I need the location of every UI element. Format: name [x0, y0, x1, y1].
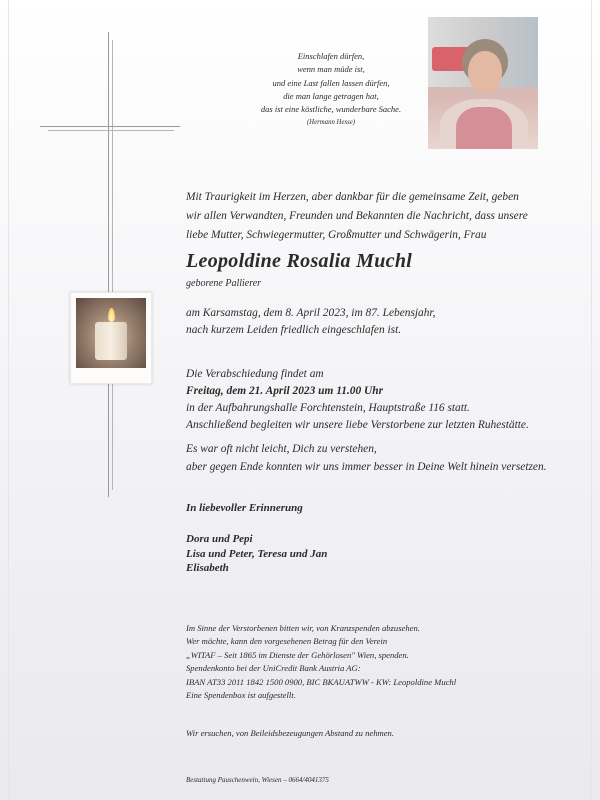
page-border-left [8, 0, 9, 800]
candle-body [95, 322, 127, 360]
intro-line: liebe Mutter, Schwiegermutter, Großmutter und Schwägerin, Frau [186, 229, 487, 241]
intro-line: Mit Traurigkeit im Herzen, aber dankbar für die gemeinsame Zeit, geben [186, 191, 519, 203]
donation-line: Wer möchte, kann den vorgesehenen Betrag für den Verein [186, 636, 388, 647]
quote-line: Es war oft nicht leicht, Dich zu verstehen, [186, 443, 377, 455]
funeral-home-footer: Bestattung Pauschenwein, Wiesen – 0664/4041375 [186, 776, 329, 784]
donation-line: Im Sinne der Verstorbenen bitten wir, von Kranzspenden abzusehen. [186, 623, 420, 633]
mourner: Elisabeth [186, 562, 229, 574]
announcement-intro [186, 188, 586, 245]
poem-line: und eine Last fallen lassen dürfen, [272, 77, 390, 88]
poem [250, 50, 412, 130]
poem-line: wenn man müde ist, [297, 64, 365, 75]
page-border-right [591, 0, 592, 800]
deceased-name: Leopoldine Rosalia Muchl [186, 250, 413, 272]
cross-vertical-line-inner [112, 40, 113, 490]
portrait-photo [428, 17, 538, 149]
service-date: Freitag, dem 21. April 2023 um 11.00 Uhr [186, 385, 384, 397]
death-notice [186, 305, 586, 339]
donation-line: Eine Spendenbox ist aufgestellt. [186, 690, 296, 701]
donation-line: „WITAF – Seit 1865 im Dienste der Gehörlosen" Wien, spenden. [186, 649, 409, 660]
death-line: nach kurzem Leiden friedlich eingeschlafen ist. [186, 324, 402, 336]
cross-vertical-line [108, 32, 109, 497]
candle-image [70, 292, 152, 384]
service-intro: Die Verabschiedung findet am [186, 368, 324, 380]
candle-flame [108, 308, 115, 322]
poem-line: das ist eine köstliche, wunderbare Sache. [260, 104, 402, 115]
poem-line: die man lange getragen hat, [283, 90, 379, 101]
service-burial: Anschließend begleiten wir unsere liebe Verstorbene zur letzten Ruhestätte. [186, 419, 529, 431]
cross-horizontal-line [40, 126, 180, 127]
maiden-name: geborene Pallierer [186, 278, 262, 289]
intro-line: wir allen Verwandten, Freunden und Bekannten die Nachricht, dass unsere [186, 210, 528, 222]
photo-face [468, 51, 502, 93]
poem-author: (Hermann Hesse) [306, 119, 356, 127]
mourner: Lisa und Peter, Teresa und Jan [186, 547, 328, 560]
donation-line: Spendenkonto bei der UniCredit Bank Austria AG: [186, 663, 361, 674]
farewell-service [186, 366, 586, 434]
condolence-notice: Wir ersuchen, von Beileidsbezeugungen Abstand zu nehmen. [186, 728, 394, 738]
quote-line: aber gegen Ende konnten wir uns immer besser in Deine Welt hinein versetzen. [186, 461, 547, 473]
donation-notice [186, 622, 586, 702]
poem-line: Einschlafen dürfen, [297, 51, 365, 61]
donation-line: IBAN AT33 2011 1842 1500 0900, BIC BKAUATWW - KW: Leopoldine Muchl [186, 676, 457, 687]
mourner: Dora und Pepi [186, 533, 253, 545]
death-line: am Karsamstag, dem 8. April 2023, im 87. Lebensjahr, [186, 307, 436, 319]
service-place: in der Aufbahrungshalle Forchtenstein, Hauptstraße 116 statt. [186, 402, 470, 414]
cross-horizontal-line-inner [48, 130, 174, 131]
candle-icon [76, 298, 146, 368]
family-quote [186, 440, 586, 476]
memory-heading: In liebevoller Erinnerung [186, 502, 303, 514]
mourners-list [186, 532, 327, 576]
photo-blouse [456, 107, 512, 149]
